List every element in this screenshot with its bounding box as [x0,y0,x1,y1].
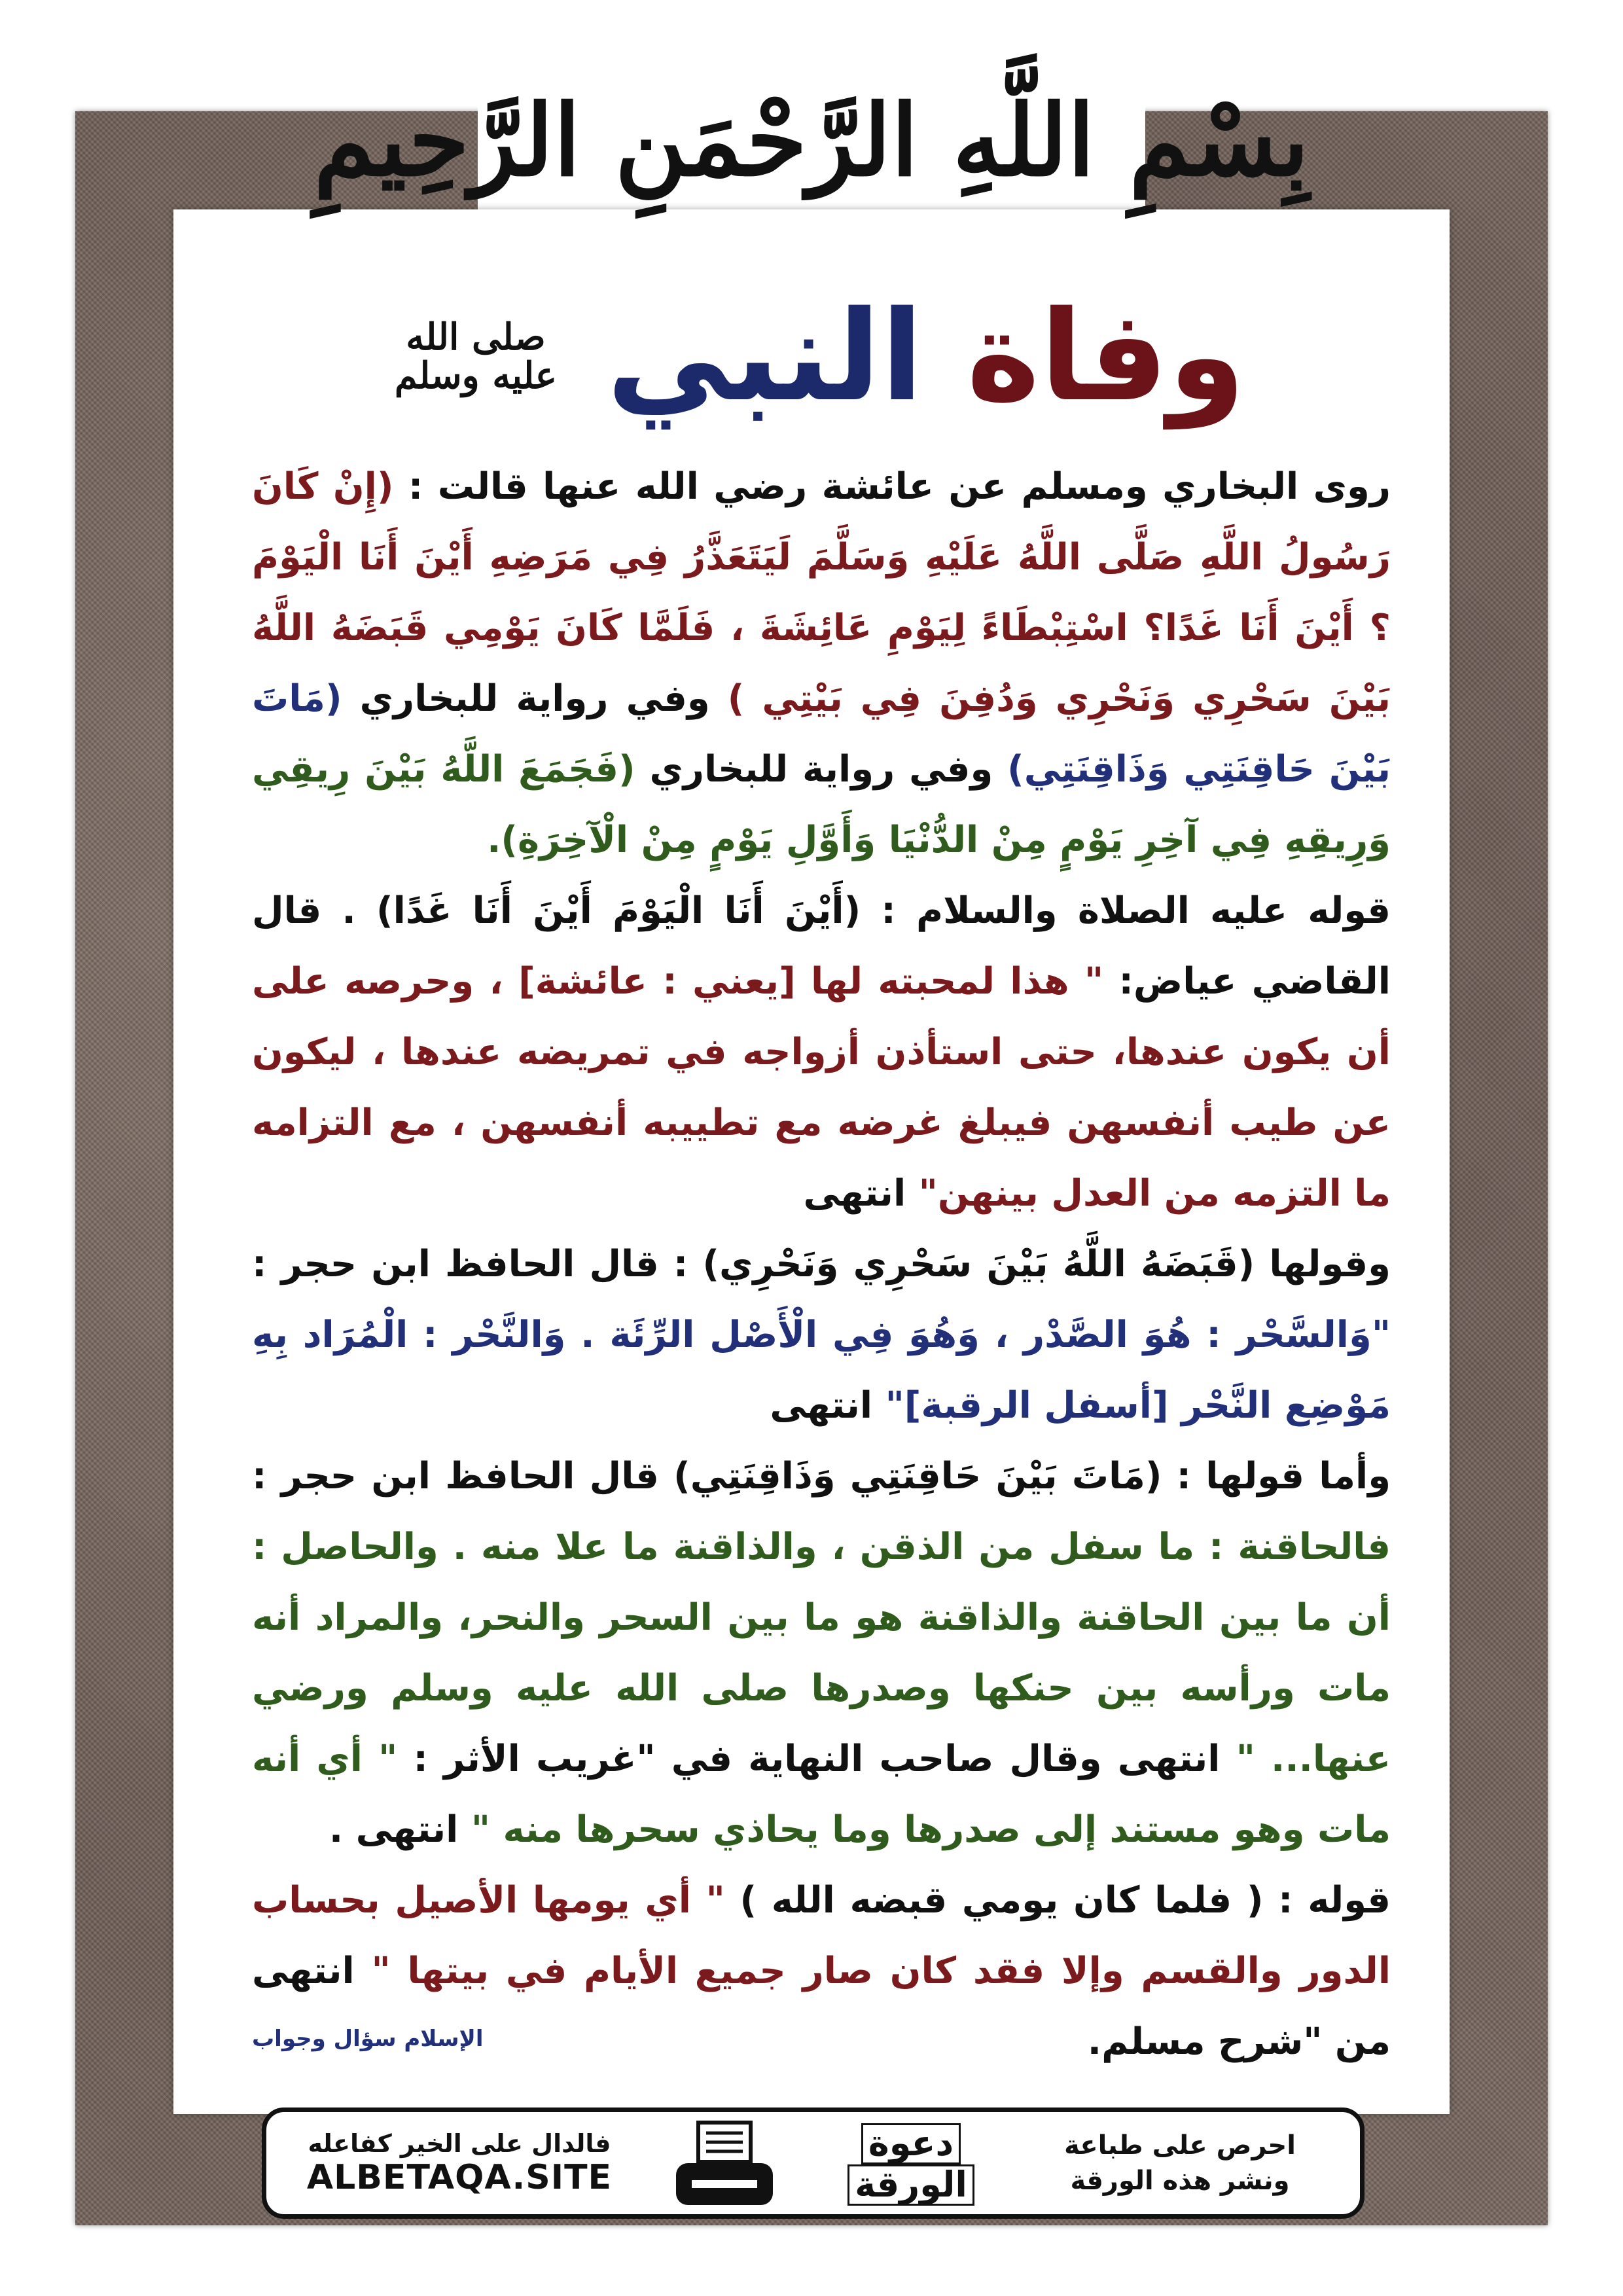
footer-banner [262,2108,1364,2219]
text-segment: وفي رواية للبخاري [635,748,1008,791]
footer-note-line-2: ونشر هذه الورقة [1070,2166,1290,2196]
footer-website [293,2112,626,2214]
footer-logo-line-2: الورقة [847,2164,974,2206]
printer-icon [672,2120,777,2212]
text-segment: " هذا لمحبته لها [يعني : عائشة] ، وحرصه على أن يكون عندها، حتى استأذن أزواجه في تمريضه عندها ، ليكون عن طيب أنفسهن فيبلغ غرضه مع تطييبه أنفسهن ، مع التزامه ما التزمه من العدل بينهن" [252,960,1391,1215]
salutation-calligraphy: صلى الله عليه وسلم [394,315,558,397]
paragraph [252,452,1391,876]
text-segment: (إِنْ كَانَ رَسُولُ اللَّهِ صَلَّى اللَّهُ عَلَيْهِ وَسَلَّمَ لَيَتَعَذَّرُ فِي مَرَضِهِ أَيْنَ أَنَا الْيَوْمَ ؟ أَيْنَ أَنَا غَدًا؟ اسْتِبْطَاءً لِيَوْمِ عَائِشَةَ ، فَلَمَّا كَانَ يَوْمِي قَبَضَهُ اللَّهُ بَيْنَ سَحْرِي وَنَحْرِي وَدُفِنَ فِي بَيْتِي ) [252,465,1391,720]
text-segment: انتهى [803,1172,919,1215]
footer-url[interactable]: ALBETAQA.SITE [306,2158,613,2197]
paragraph [252,1441,1391,1865]
text-segment: "وَالسَّحْر : هُوَ الصَّدْر ، وَهُوَ فِي الْأَصْل الرِّئَة . وَالنَّحْر : الْمُرَاد بِهِ مَوْضِع النَّحْر [أسفل الرقبة]" [252,1314,1391,1427]
footer-logo-line-1: دعوة [861,2123,961,2164]
page-title [607,284,1245,429]
title-word-1: وفاة [966,284,1245,429]
text-segment: وفي رواية للبخاري [342,677,728,720]
text-segment: (مَاتَ بَيْنَ حَاقِنَتِي وَذَاقِنَتِي) [252,677,1391,791]
text-segment: انتهى وقال صاحب النهاية في "غريب الأثر : [397,1738,1236,1780]
source-credit: الإسلام سؤال وجواب [252,2026,484,2052]
text-segment: " أي أنه مات وهو مستند إلى صدرها وما يحاذي سحرها منه " [252,1738,1391,1851]
text-segment: " أي يومها الأصيل بحساب الدور والقسم وإلا فقد كان صار جميع الأيام في بيتها " [252,1879,1391,1992]
text-segment: فالحاقنة : ما سفل من الذقن ، والذاقنة ما علا منه . والحاصل : أن ما بين الحاقنة والذاقنة هو ما بين السحر والنحر، والمراد أنه مات ورأسه بين حنكها وصدرها صلى الله عليه وسلم ورضي عنها... " [252,1526,1391,1780]
text-segment: قوله : ( فلما كان يومي قبضه الله ) [724,1879,1391,1922]
text-segment: وقولها (قَبَضَهُ اللَّهُ بَيْنَ سَحْرِي وَنَحْرِي) : قال الحافظ ابن حجر : [252,1243,1391,1285]
text-segment: وأما قولها : (مَاتَ بَيْنَ حَاقِنَتِي وَذَاقِنَتِي) قال الحافظ ابن حجر : [252,1455,1391,1498]
title-word-2: النبي [607,284,923,429]
text-segment: انتهى [770,1384,885,1427]
paragraph [252,1229,1391,1441]
footer-proverb: فالدال على الخير كفاعله [308,2129,611,2158]
paragraph [252,876,1391,1229]
title-row [173,281,1450,432]
footer-note-line-1: احرص على طباعة [1064,2130,1296,2161]
text-segment: انتهى من "شرح مسلم. [252,1950,1391,2063]
text-segment: (فَجَمَعَ اللَّهُ بَيْنَ رِيقِي وَرِيقِهِ فِي آخِرِ يَوْمٍ مِنْ الدُّنْيَا وَأَوَّلِ يَوْمٍ مِنْ الْآخِرَةِ). [252,748,1391,861]
text-segment: انتهى . [329,1808,471,1851]
footer-print-note [1026,2112,1334,2214]
footer-logo [842,2119,980,2210]
article-body [252,452,1391,2077]
text-segment: قوله عليه الصلاة والسلام : (أَيْنَ أَنَا الْيَوْمَ أَيْنَ أَنَا غَدًا) . قال القاضي عياض: [252,889,1391,1003]
text-segment: روى البخاري ومسلم عن عائشة رضي الله عنها قالت : [393,465,1391,508]
basmala-calligraphy: بِسْمِ اللَّهِ الرَّحْمَنِ الرَّحِيمِ [313,83,1310,198]
